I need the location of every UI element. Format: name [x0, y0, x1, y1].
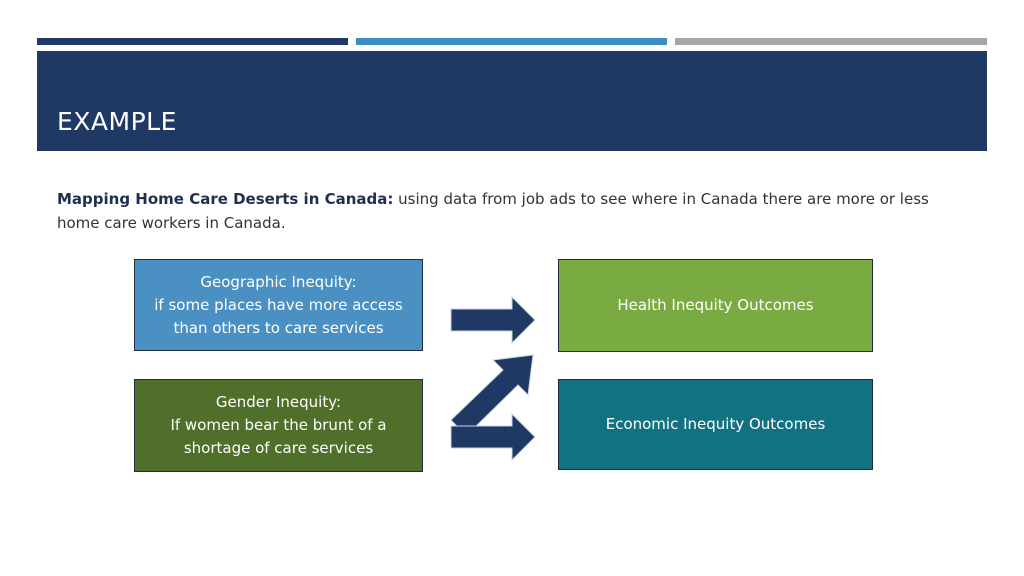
intro-lead: Mapping Home Care Deserts in Canada:	[57, 190, 394, 208]
geographic-inequity-line3: than others to care services	[173, 318, 384, 337]
arrow-geographic-to-health-icon	[451, 297, 535, 343]
gender-inequity-line3: shortage of care services	[183, 439, 374, 457]
geographic-inequity-line2: if some places have more access	[154, 295, 403, 314]
geographic-inequity-line1: Geographic Inequity:	[200, 272, 357, 291]
gender-inequity-line2: If women bear the brunt of a	[170, 416, 387, 434]
economic-inequity-outcomes-label: Economic Inequity Outcomes	[605, 415, 826, 433]
intro-text: using data from job ads to see where in Canada there are more or less home care workers in Canada.	[57, 190, 929, 232]
gender-inequity-line1: Gender Inequity:	[215, 393, 342, 411]
slide-title: EXAMPLE	[57, 107, 177, 136]
health-inequity-outcomes-label: Health Inequity Outcomes	[617, 296, 814, 314]
